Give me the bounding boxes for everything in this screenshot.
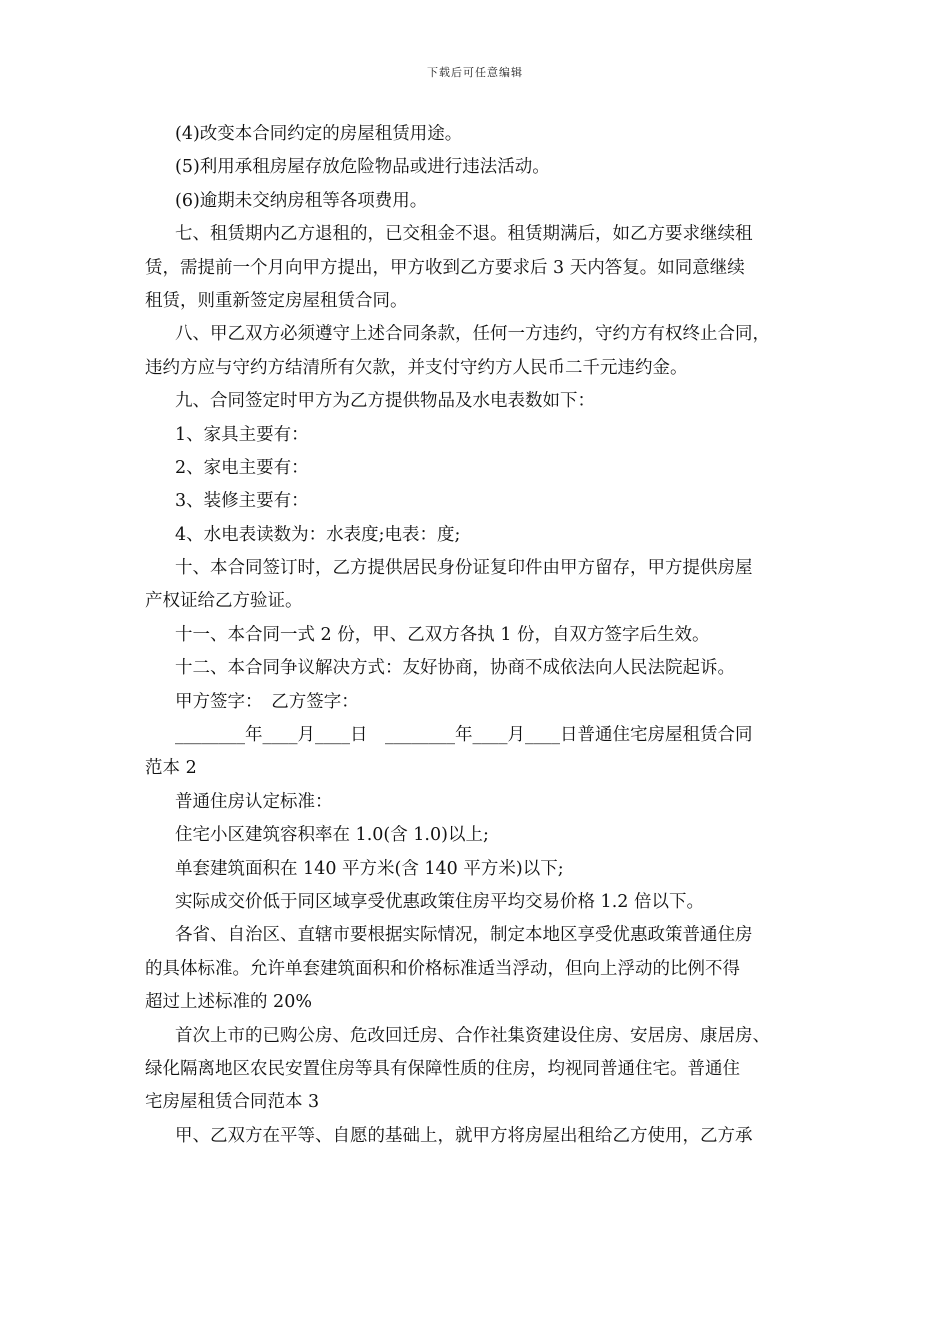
text-line: 十二、本合同争议解决方式：友好协商，协商不成依法向人民法院起诉。 (175, 658, 735, 679)
text-line: 首次上市的已购公房、危改回迁房、合作社集资建设住房、安居房、康居房、 (175, 1025, 770, 1046)
text-line: 1、家具主要有： (175, 424, 309, 445)
text-line: 租赁，则重新签定房屋租赁合同。 (145, 290, 408, 311)
text-line: 七、租赁期内乙方退租的，已交租金不退。租赁期满后，如乙方要求继续租 (175, 224, 753, 245)
text-line: 绿化隔离地区农民安置住房等具有保障性质的住房，均视同普通住宅。普通住 (145, 1058, 740, 1079)
text-line: 甲方签字： 乙方签字： (175, 691, 359, 712)
text-line: 九、合同签定时甲方为乙方提供物品及水电表数如下： (175, 391, 595, 412)
text-line: 八、甲乙双方必须遵守上述合同条款，任何一方违约，守约方有权终止合同， (175, 324, 770, 345)
text-line: ________年____月____日 ________年____月____日普通住宅房屋租赁合同 (175, 725, 753, 746)
text-line: 宅房屋租赁合同范本 3 (145, 1092, 320, 1113)
text-line: 范本 2 (145, 758, 197, 779)
text-line: 单套建筑面积在 140 平方米(含 140 平方米)以下; (175, 858, 564, 879)
text-line: 赁，需提前一个月向甲方提出，甲方收到乙方要求后 3 天内答复。如同意继续 (145, 257, 745, 278)
text-line: (4)改变本合同约定的房屋租赁用途。 (175, 124, 463, 144)
text-line: 住宅小区建筑容积率在 1.0(含 1.0)以上; (175, 825, 489, 846)
text-line: 普通住房认定标准： (175, 791, 333, 812)
text-line: 各省、自治区、直辖市要根据实际情况，制定本地区享受优惠政策普通住房 (175, 925, 753, 946)
text-line: 产权证给乙方验证。 (145, 591, 303, 612)
text-line: 十一、本合同一式 2 份，甲、乙双方各执 1 份，自双方签字后生效。 (175, 624, 710, 645)
text-line: 超过上述标准的 20% (145, 992, 312, 1013)
text-line: 2、家电主要有： (175, 457, 309, 478)
text-line: (6)逾期未交纳房租等各项费用。 (175, 190, 428, 211)
text-line: 实际成交价低于同区域享受优惠政策住房平均交易价格 1.2 倍以下。 (175, 891, 704, 912)
document-body (145, 118, 809, 1153)
text-line: 十、本合同签订时，乙方提供居民身份证复印件由甲方留存，甲方提供房屋 (175, 558, 753, 579)
page-header: 下载后可任意编辑 (427, 66, 523, 79)
text-line: 3、装修主要有： (175, 491, 309, 512)
text-line: 甲、乙双方在平等、自愿的基础上，就甲方将房屋出租给乙方使用，乙方承 (175, 1125, 753, 1146)
text-line: 违约方应与守约方结清所有欠款，并支付守约方人民币二千元违约金。 (145, 357, 688, 378)
text-line: 的具体标准。允许单套建筑面积和价格标准适当浮动，但向上浮动的比例不得 (145, 958, 740, 979)
text-line: 4、水电表读数为：水表度;电表：度; (175, 524, 461, 545)
text-line: (5)利用承租房屋存放危险物品或进行违法活动。 (175, 157, 550, 178)
